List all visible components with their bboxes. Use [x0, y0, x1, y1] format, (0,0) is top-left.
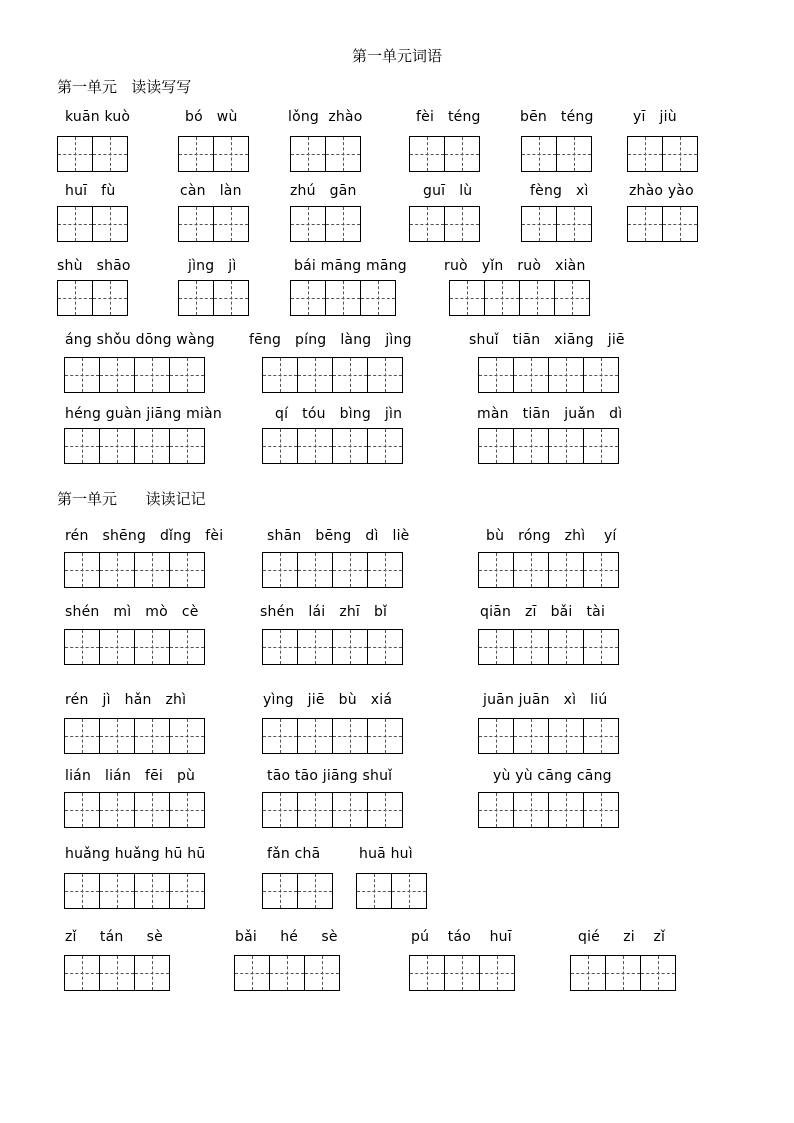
writing-cell[interactable]: [556, 206, 592, 242]
writing-cell[interactable]: [548, 428, 584, 464]
writing-cell[interactable]: [583, 718, 619, 754]
pinyin-label: zhú gān: [290, 183, 357, 199]
writing-cell[interactable]: [297, 357, 333, 393]
pinyin-label: qí tóu bìng jìn: [275, 406, 403, 422]
writing-cell[interactable]: [262, 792, 298, 828]
writing-cell[interactable]: [627, 136, 663, 172]
writing-cell[interactable]: [57, 280, 93, 316]
tianzige-grid: [290, 136, 361, 172]
tianzige-grid: [64, 357, 205, 393]
writing-cell[interactable]: [513, 629, 549, 665]
writing-cell[interactable]: [169, 718, 205, 754]
writing-cell[interactable]: [513, 428, 549, 464]
pinyin-label: fǎn chā: [267, 846, 321, 862]
section-heading-1: 第一单元 读读写写: [57, 78, 192, 96]
writing-cell[interactable]: [64, 357, 100, 393]
pinyin-label: shuǐ tiān xiāng jiē: [469, 332, 625, 348]
writing-cell[interactable]: [297, 428, 333, 464]
writing-cell[interactable]: [213, 280, 249, 316]
writing-cell[interactable]: [290, 280, 326, 316]
writing-cell[interactable]: [554, 280, 590, 316]
tianzige-grid: [57, 136, 128, 172]
tianzige-grid: [478, 718, 619, 754]
writing-cell[interactable]: [297, 792, 333, 828]
writing-cell[interactable]: [99, 955, 135, 991]
writing-cell[interactable]: [169, 357, 205, 393]
writing-cell[interactable]: [583, 552, 619, 588]
writing-cell[interactable]: [521, 136, 557, 172]
writing-cell[interactable]: [360, 280, 396, 316]
writing-cell[interactable]: [570, 955, 606, 991]
tianzige-grid: [234, 955, 340, 991]
tianzige-grid: [478, 552, 619, 588]
tianzige-grid: [290, 206, 361, 242]
pinyin-label: shén lái zhī bǐ: [260, 604, 388, 620]
writing-cell[interactable]: [325, 280, 361, 316]
writing-cell[interactable]: [169, 792, 205, 828]
pinyin-label: bēn téng: [520, 109, 594, 125]
pinyin-label: bǎi hé sè: [235, 929, 338, 945]
tianzige-grid: [409, 136, 480, 172]
writing-cell[interactable]: [325, 136, 361, 172]
writing-cell[interactable]: [213, 206, 249, 242]
writing-cell[interactable]: [134, 629, 170, 665]
tianzige-grid: [262, 718, 403, 754]
pinyin-label: rén shēng dǐng fèi: [65, 528, 224, 544]
writing-cell[interactable]: [449, 280, 485, 316]
writing-cell[interactable]: [367, 552, 403, 588]
writing-cell[interactable]: [178, 136, 214, 172]
writing-cell[interactable]: [332, 629, 368, 665]
writing-cell[interactable]: [64, 792, 100, 828]
pinyin-label: héng guàn jiāng miàn: [65, 406, 222, 422]
writing-cell[interactable]: [548, 629, 584, 665]
writing-cell[interactable]: [262, 629, 298, 665]
pinyin-label: lǒng zhào: [288, 109, 363, 125]
writing-cell[interactable]: [134, 718, 170, 754]
writing-cell[interactable]: [484, 280, 520, 316]
writing-cell[interactable]: [332, 552, 368, 588]
writing-cell[interactable]: [99, 428, 135, 464]
tianzige-grid: [262, 428, 403, 464]
writing-cell[interactable]: [64, 873, 100, 909]
writing-cell[interactable]: [478, 552, 514, 588]
writing-cell[interactable]: [519, 280, 555, 316]
tianzige-grid: [64, 629, 205, 665]
tianzige-grid: [521, 136, 592, 172]
writing-cell[interactable]: [521, 206, 557, 242]
writing-cell[interactable]: [290, 136, 326, 172]
pinyin-label: bù róng zhì yí: [486, 528, 617, 544]
writing-cell[interactable]: [134, 357, 170, 393]
writing-cell[interactable]: [262, 428, 298, 464]
writing-cell[interactable]: [92, 280, 128, 316]
tianzige-grid: [64, 552, 205, 588]
writing-cell[interactable]: [583, 428, 619, 464]
writing-cell[interactable]: [99, 552, 135, 588]
writing-cell[interactable]: [178, 206, 214, 242]
pinyin-label: yù yù cāng cāng: [493, 768, 612, 784]
writing-cell[interactable]: [99, 357, 135, 393]
writing-cell[interactable]: [640, 955, 676, 991]
writing-cell[interactable]: [325, 206, 361, 242]
pinyin-label: rén jì hǎn zhì: [65, 692, 187, 708]
pinyin-label: yìng jiē bù xiá: [263, 692, 393, 708]
pinyin-label: bái māng māng: [294, 258, 407, 274]
writing-cell[interactable]: [583, 629, 619, 665]
writing-cell[interactable]: [367, 428, 403, 464]
writing-cell[interactable]: [134, 792, 170, 828]
tianzige-grid: [409, 955, 515, 991]
tianzige-grid: [356, 873, 427, 909]
writing-cell[interactable]: [367, 629, 403, 665]
pinyin-label: qiān zī bǎi tài: [480, 604, 606, 620]
writing-cell[interactable]: [297, 718, 333, 754]
writing-cell[interactable]: [409, 206, 445, 242]
tianzige-grid: [64, 873, 205, 909]
tianzige-grid: [262, 552, 403, 588]
writing-cell[interactable]: [332, 718, 368, 754]
writing-cell[interactable]: [479, 955, 515, 991]
writing-cell[interactable]: [269, 955, 305, 991]
pinyin-label: qié zi zǐ: [578, 929, 666, 945]
writing-cell[interactable]: [297, 629, 333, 665]
tianzige-grid: [262, 873, 333, 909]
writing-cell[interactable]: [213, 136, 249, 172]
pinyin-label: zǐ tán sè: [65, 929, 163, 945]
writing-cell[interactable]: [556, 136, 592, 172]
tianzige-grid: [478, 428, 619, 464]
writing-cell[interactable]: [134, 428, 170, 464]
tianzige-grid: [178, 280, 249, 316]
writing-cell[interactable]: [262, 357, 298, 393]
pinyin-label: fēng píng làng jìng: [249, 332, 412, 348]
page-title: 第一单元词语: [351, 47, 442, 65]
tianzige-grid: [290, 280, 396, 316]
writing-cell[interactable]: [169, 552, 205, 588]
tianzige-grid: [262, 792, 403, 828]
writing-cell[interactable]: [627, 206, 663, 242]
pinyin-label: fèng xì: [530, 183, 589, 199]
writing-cell[interactable]: [134, 552, 170, 588]
writing-cell[interactable]: [64, 428, 100, 464]
pinyin-label: shān bēng dì liè: [267, 528, 410, 544]
writing-cell[interactable]: [290, 206, 326, 242]
pinyin-label: kuān kuò: [65, 109, 131, 125]
tianzige-grid: [178, 206, 249, 242]
writing-cell[interactable]: [478, 629, 514, 665]
writing-cell[interactable]: [548, 792, 584, 828]
writing-cell[interactable]: [478, 792, 514, 828]
writing-cell[interactable]: [332, 428, 368, 464]
writing-cell[interactable]: [297, 873, 333, 909]
tianzige-grid: [57, 280, 128, 316]
writing-cell[interactable]: [513, 792, 549, 828]
writing-cell[interactable]: [99, 873, 135, 909]
writing-cell[interactable]: [662, 206, 698, 242]
pinyin-label: juān juān xì liú: [483, 692, 608, 708]
tianzige-grid: [409, 206, 480, 242]
writing-cell[interactable]: [478, 428, 514, 464]
writing-cell[interactable]: [391, 873, 427, 909]
writing-cell[interactable]: [304, 955, 340, 991]
pinyin-label: shén mì mò cè: [65, 604, 199, 620]
writing-cell[interactable]: [297, 552, 333, 588]
tianzige-grid: [521, 206, 592, 242]
pinyin-label: bó wù: [185, 109, 238, 125]
tianzige-grid: [64, 792, 205, 828]
writing-cell[interactable]: [64, 955, 100, 991]
pinyin-label: ruò yǐn ruò xiàn: [444, 258, 586, 274]
writing-cell[interactable]: [662, 136, 698, 172]
pinyin-label: huā huì: [359, 846, 413, 862]
writing-cell[interactable]: [548, 718, 584, 754]
pinyin-label: shù shāo: [57, 258, 131, 274]
writing-cell[interactable]: [134, 955, 170, 991]
writing-cell[interactable]: [444, 206, 480, 242]
pinyin-label: lián lián fēi pù: [65, 768, 196, 784]
writing-cell[interactable]: [548, 357, 584, 393]
writing-cell[interactable]: [169, 428, 205, 464]
writing-cell[interactable]: [478, 718, 514, 754]
writing-cell[interactable]: [99, 792, 135, 828]
writing-cell[interactable]: [605, 955, 641, 991]
tianzige-grid: [627, 136, 698, 172]
pinyin-label: jìng jì: [188, 258, 237, 274]
writing-cell[interactable]: [99, 718, 135, 754]
writing-cell[interactable]: [367, 718, 403, 754]
writing-cell[interactable]: [234, 955, 270, 991]
writing-cell[interactable]: [367, 792, 403, 828]
tianzige-grid: [178, 136, 249, 172]
writing-cell[interactable]: [444, 955, 480, 991]
tianzige-grid: [478, 629, 619, 665]
pinyin-label: huī fù: [65, 183, 116, 199]
pinyin-label: màn tiān juǎn dì: [477, 406, 623, 422]
writing-cell[interactable]: [169, 873, 205, 909]
tianzige-grid: [64, 718, 205, 754]
writing-cell[interactable]: [262, 552, 298, 588]
writing-cell[interactable]: [583, 357, 619, 393]
tianzige-grid: [627, 206, 698, 242]
pinyin-label: yī jiù: [633, 109, 677, 125]
tianzige-grid: [262, 629, 403, 665]
section-heading-2: 第一单元 读读记记: [57, 490, 206, 508]
writing-cell[interactable]: [409, 955, 445, 991]
tianzige-grid: [570, 955, 676, 991]
writing-cell[interactable]: [99, 629, 135, 665]
tianzige-grid: [64, 428, 205, 464]
writing-cell[interactable]: [92, 206, 128, 242]
writing-cell[interactable]: [64, 629, 100, 665]
writing-cell[interactable]: [367, 357, 403, 393]
writing-cell[interactable]: [134, 873, 170, 909]
writing-cell[interactable]: [169, 629, 205, 665]
tianzige-grid: [478, 357, 619, 393]
writing-cell[interactable]: [57, 206, 93, 242]
writing-cell[interactable]: [513, 718, 549, 754]
writing-cell[interactable]: [332, 792, 368, 828]
writing-cell[interactable]: [262, 718, 298, 754]
writing-cell[interactable]: [178, 280, 214, 316]
tianzige-grid: [449, 280, 590, 316]
writing-cell[interactable]: [57, 136, 93, 172]
writing-cell[interactable]: [409, 136, 445, 172]
writing-cell[interactable]: [583, 792, 619, 828]
writing-cell[interactable]: [513, 357, 549, 393]
writing-cell[interactable]: [513, 552, 549, 588]
pinyin-label: pú táo huī: [411, 929, 512, 945]
pinyin-label: huǎng huǎng hū hū: [65, 846, 206, 862]
pinyin-label: fèi téng: [416, 109, 481, 125]
writing-cell[interactable]: [262, 873, 298, 909]
writing-cell[interactable]: [64, 718, 100, 754]
writing-cell[interactable]: [444, 136, 480, 172]
writing-cell[interactable]: [332, 357, 368, 393]
writing-cell[interactable]: [548, 552, 584, 588]
writing-cell[interactable]: [478, 357, 514, 393]
writing-cell[interactable]: [92, 136, 128, 172]
tianzige-grid: [478, 792, 619, 828]
writing-cell[interactable]: [356, 873, 392, 909]
pinyin-label: tāo tāo jiāng shuǐ: [267, 768, 393, 784]
pinyin-label: càn làn: [180, 183, 242, 199]
pinyin-label: guī lù: [423, 183, 473, 199]
tianzige-grid: [64, 955, 170, 991]
writing-cell[interactable]: [64, 552, 100, 588]
pinyin-label: zhào yào: [629, 183, 694, 199]
tianzige-grid: [57, 206, 128, 242]
pinyin-label: áng shǒu dōng wàng: [65, 332, 215, 348]
tianzige-grid: [262, 357, 403, 393]
